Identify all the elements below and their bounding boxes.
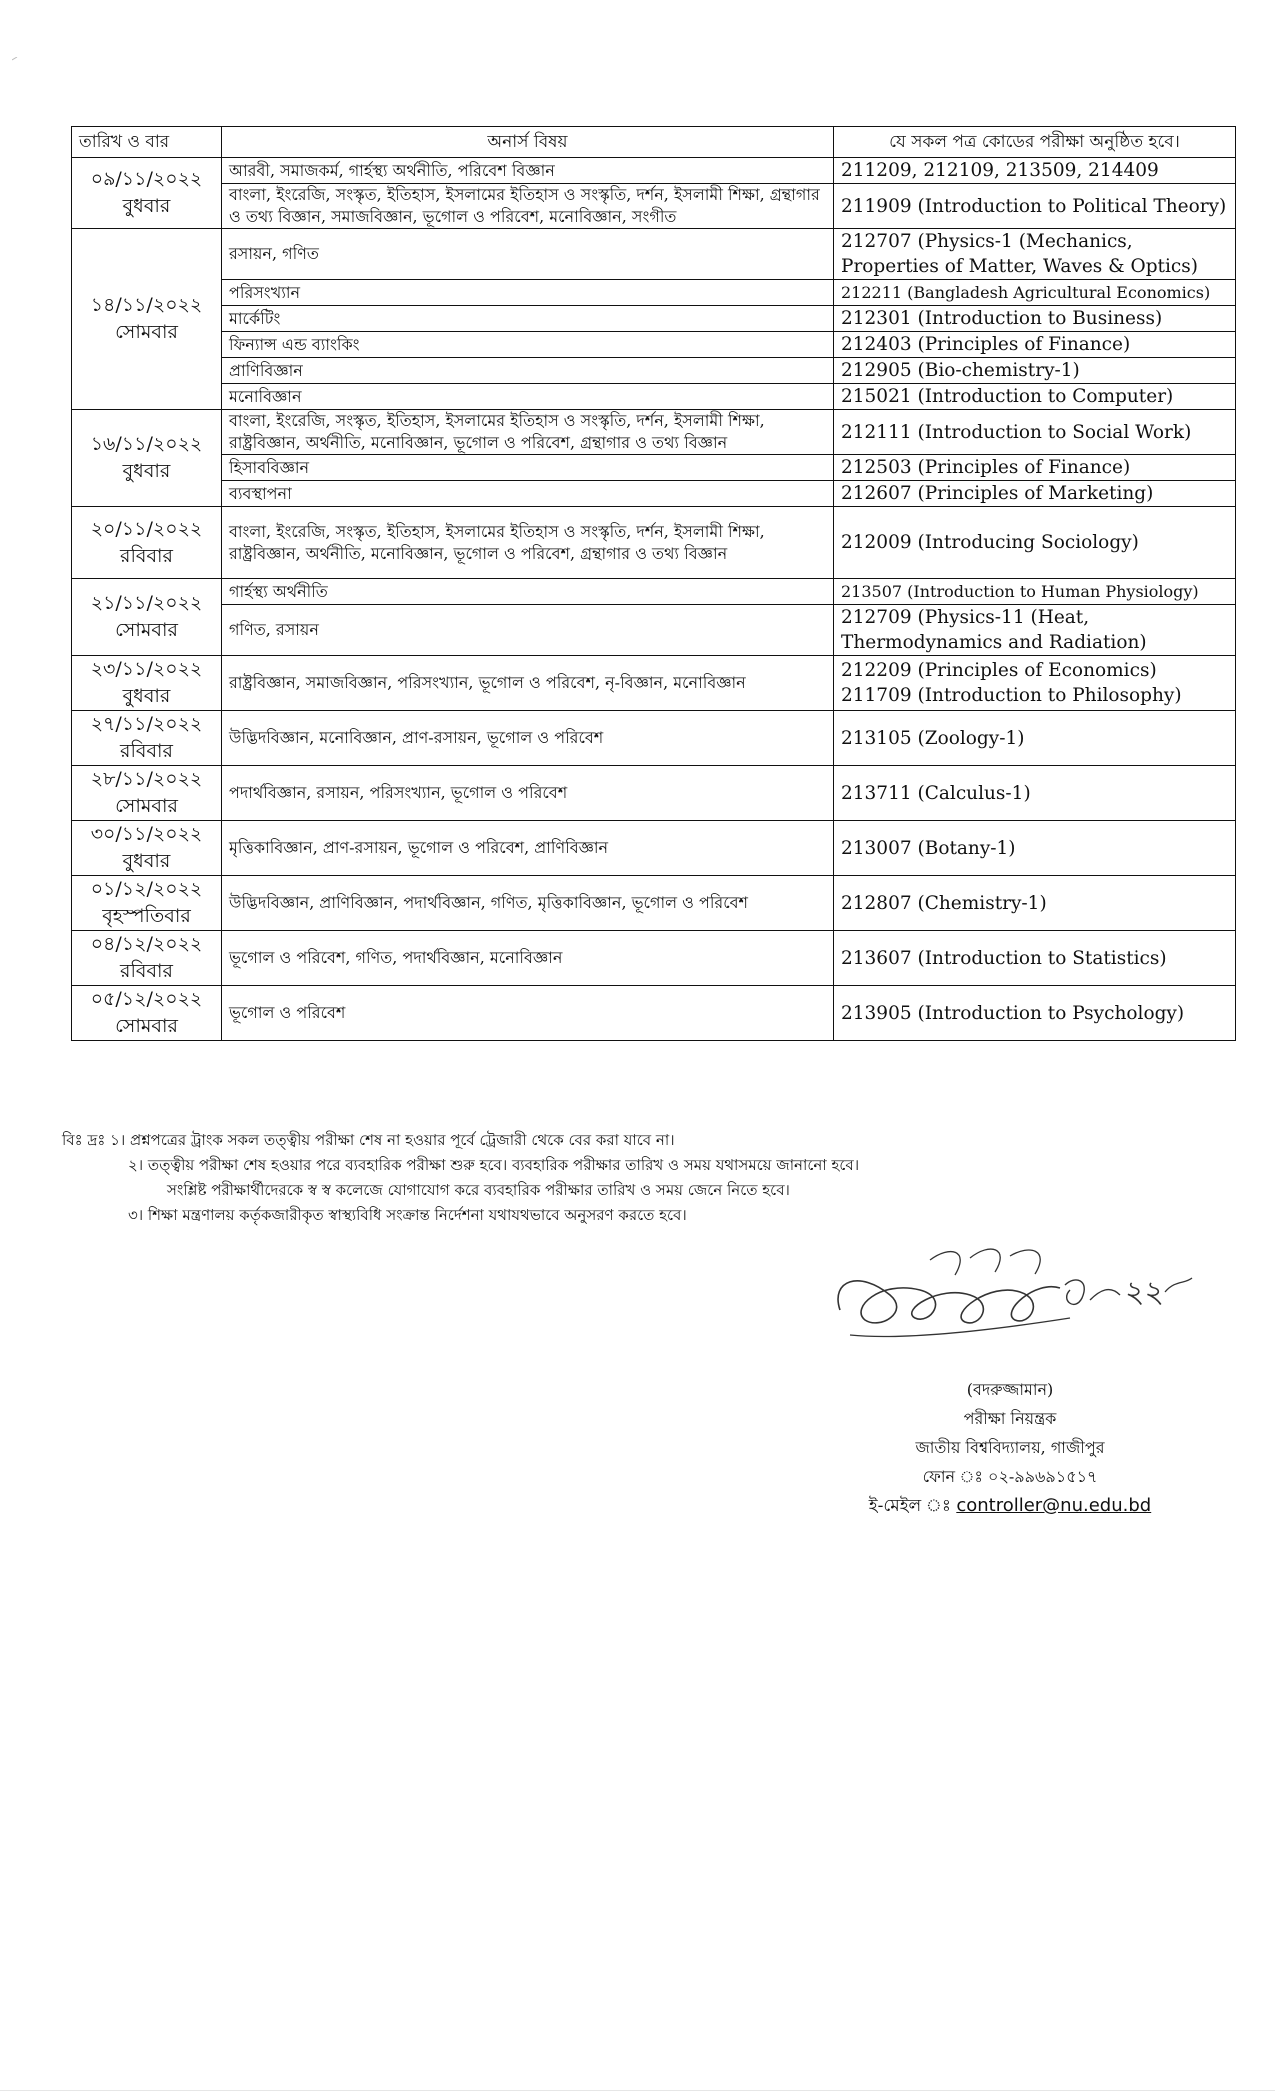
subjects-cell: মার্কেটিং <box>222 306 834 332</box>
exam-date: ০১/১২/২০২২ <box>90 878 203 900</box>
table-row <box>72 410 1236 455</box>
table-row <box>72 821 1236 876</box>
subjects-cell: উদ্ভিদবিজ্ঞান, মনোবিজ্ঞান, প্রাণ-রসায়ন, ভূগোল ও পরিবেশ <box>222 711 834 766</box>
note-3: ৩। শিক্ষা মন্ত্রণালয় কর্তৃকজারীকৃত স্বাস্থ্যবিধি সংক্রান্ত নির্দেশনা যথাযথভাবে অনুসরণ করতে হবে। <box>128 1206 687 1224</box>
exam-day: বুধবার <box>122 685 171 707</box>
exam-date-cell <box>72 229 222 410</box>
paper-code-cell <box>834 507 1236 579</box>
subjects-cell: প্রাণিবিজ্ঞান <box>222 358 834 384</box>
paper-code-cell <box>834 306 1236 332</box>
note-2: ২। তত্ত্বীয় পরীক্ষা শেষ হওয়ার পরে ব্যবহারিক পরীক্ষা শুরু হবে। ব্যবহারিক পরীক্ষার তারিখ ও সময় যথাসময়ে জানানো হবে। <box>128 1156 860 1174</box>
paper-code-cell <box>834 384 1236 410</box>
paper-code-cell <box>834 986 1236 1041</box>
subjects-cell: রাষ্ট্রবিজ্ঞান, সমাজবিজ্ঞান, পরিসংখ্যান, ভূগোল ও পরিবেশ, নৃ-বিজ্ঞান, মনোবিজ্ঞান <box>222 656 834 711</box>
exam-day: রবিবার <box>120 544 173 567</box>
paper-code: 212211 (Bangladesh Agricultural Economics) <box>841 283 1211 302</box>
subjects-cell: ভূগোল ও পরিবেশ <box>222 986 834 1041</box>
subjects-cell: গণিত, রসায়ন <box>222 605 834 656</box>
subjects-cell: মনোবিজ্ঞান <box>222 384 834 410</box>
exam-day: বুধবার <box>122 850 171 872</box>
exam-date: ২৩/১১/২০২২ <box>90 658 203 680</box>
signatory-organization: জাতীয় বিশ্ববিদ্যালয়, গাজীপুর <box>915 1438 1105 1457</box>
signature-date-mark: ২২ <box>1125 1275 1165 1310</box>
signatory-name: (বদরুজ্জামান) <box>966 1380 1054 1399</box>
exam-date-cell <box>72 410 222 507</box>
exam-day: বৃহস্পতিবার <box>102 905 191 927</box>
subjects-cell: মৃত্তিকাবিজ্ঞান, প্রাণ-রসায়ন, ভূগোল ও পরিবেশ, প্রাণিবিজ্ঞান <box>222 821 834 876</box>
exam-date: ০৫/১২/২০২২ <box>90 988 203 1010</box>
schedule-body <box>72 158 1236 1041</box>
note-1: বিঃ দ্রঃ ১। প্রশ্নপত্রের ট্রাংক সকল তত্ত্বীয় পরীক্ষা শেষ না হওয়ার পূর্বে ট্রেজারী থেকে বের করা যাবে না। <box>62 1131 675 1149</box>
paper-code: 212807 (Chemistry-1) <box>841 892 1047 914</box>
exam-date-cell <box>72 656 222 711</box>
exam-date-cell <box>72 876 222 931</box>
paper-code-cell <box>834 711 1236 766</box>
paper-code-cell <box>834 229 1236 280</box>
subjects-cell: রসায়ন, গণিত <box>222 229 834 280</box>
exam-day: সোমবার <box>115 321 178 343</box>
header-date: তারিখ ও বার <box>72 127 222 158</box>
table-row <box>72 184 1236 229</box>
signature-scribble <box>820 1240 1220 1370</box>
paper-code: 213905 (Introduction to Psychology) <box>841 1002 1185 1024</box>
paper-code: 213007 (Botany-1) <box>841 837 1016 859</box>
subjects-cell: আরবী, সমাজকর্ম, গার্হস্থ্য অর্থনীতি, পরিবেশ বিজ্ঞান <box>222 158 834 184</box>
signatory-phone: ফোন ঃ ০২-৯৯৬৯১৫১৭ <box>922 1467 1098 1486</box>
paper-code-cell <box>834 481 1236 507</box>
paper-code: 213105 (Zoology-1) <box>841 727 1025 749</box>
table-row <box>72 384 1236 410</box>
exam-date: ৩০/১১/২০২২ <box>90 823 203 845</box>
paper-code: 212607 (Principles of Marketing) <box>841 483 1154 504</box>
exam-date-cell <box>72 711 222 766</box>
paper-code: 212403 (Principles of Finance) <box>841 334 1131 355</box>
exam-date: ০৯/১১/২০২২ <box>90 168 203 190</box>
paper-code-cell <box>834 931 1236 986</box>
table-row <box>72 656 1236 711</box>
paper-code: 212009 (Introducing Sociology) <box>841 532 1139 553</box>
signatory-designation: পরীক্ষা নিয়ন্ত্রক <box>963 1409 1057 1428</box>
exam-date: ১৪/১১/২০২২ <box>90 294 203 316</box>
paper-code: 213507 (Introduction to Human Physiology) <box>841 582 1199 601</box>
exam-day: বুধবার <box>122 460 171 482</box>
exam-day: সোমবার <box>115 795 178 817</box>
paper-code: 211909 (Introduction to Political Theory) <box>841 195 1227 217</box>
table-row <box>72 605 1236 656</box>
subjects-cell: বাংলা, ইংরেজি, সংস্কৃত, ইতিহাস, ইসলামের ইতিহাস ও সংস্কৃতি, দর্শন, ইসলামী শিক্ষা, গ্রন্থাগার ও তথ্য বিজ্ঞান, সমাজবিজ্ঞান, ভূগোল ও পরিবেশ, মনোবিজ্ঞান, সংগীত <box>222 184 834 229</box>
email-label: ই-মেইল ঃ <box>868 1496 951 1516</box>
exam-day: সোমবার <box>115 619 178 641</box>
paper-code-cell <box>834 280 1236 306</box>
exam-date: ২১/১১/২০২২ <box>90 592 203 614</box>
note-2-continued: সংশ্লিষ্ট পরীক্ষার্থীদেরকে স্ব স্ব কলেজে যোগাযোগ করে ব্যবহারিক পরীক্ষার তারিখ ও সময় জেনে নিতে হবে। <box>167 1181 790 1199</box>
paper-code: 211209, 212109, 213509, 214409 <box>841 160 1159 181</box>
paper-code: 212709 (Physics-11 (Heat, Thermodynamics and Radiation) <box>841 607 1147 653</box>
paper-code-cell <box>834 455 1236 481</box>
signatory-block <box>780 1375 1240 1521</box>
subjects-cell: পদার্থবিজ্ঞান, রসায়ন, পরিসংখ্যান, ভূগোল ও পরিবেশ <box>222 766 834 821</box>
paper-code-cell <box>834 656 1236 711</box>
header-codes: যে সকল পত্র কোডের পরীক্ষা অনুষ্ঠিত হবে। <box>834 127 1236 158</box>
exam-date-cell <box>72 931 222 986</box>
table-row <box>72 481 1236 507</box>
table-row <box>72 358 1236 384</box>
handwritten-signature <box>820 1240 1220 1370</box>
scan-speck <box>12 46 18 50</box>
subjects-cell: ব্যবস্থাপনা <box>222 481 834 507</box>
table-row <box>72 332 1236 358</box>
paper-code: 212301 (Introduction to Business) <box>841 308 1163 329</box>
exam-date-cell <box>72 821 222 876</box>
paper-code-secondary: 211709 (Introduction to Philosophy) <box>841 685 1182 706</box>
exam-date: ০৪/১২/২০২২ <box>90 933 203 955</box>
subjects-cell: ফিন্যান্স এন্ড ব্যাংকিং <box>222 332 834 358</box>
paper-code-cell <box>834 821 1236 876</box>
table-row <box>72 158 1236 184</box>
subjects-cell: উদ্ভিদবিজ্ঞান, প্রাণিবিজ্ঞান, পদার্থবিজ্ঞান, গণিত, মৃত্তিকাবিজ্ঞান, ভূগোল ও পরিবেশ <box>222 876 834 931</box>
exam-date: ২৮/১১/২০২২ <box>90 768 203 790</box>
exam-date: ১৬/১১/২০২২ <box>90 433 203 455</box>
paper-code-cell <box>834 184 1236 229</box>
exam-date-cell <box>72 158 222 229</box>
paper-code-cell <box>834 410 1236 455</box>
paper-code: 212111 (Introduction to Social Work) <box>841 421 1192 443</box>
paper-code: 212707 (Physics-1 (Mechanics, Properties of Matter, Waves & Optics) <box>841 231 1198 277</box>
table-row <box>72 306 1236 332</box>
paper-code-cell <box>834 766 1236 821</box>
paper-code-cell <box>834 332 1236 358</box>
table-row <box>72 986 1236 1041</box>
notes-section <box>62 1128 1242 1228</box>
paper-code: 215021 (Introduction to Computer) <box>841 386 1174 407</box>
subjects-cell: ভূগোল ও পরিবেশ, গণিত, পদার্থবিজ্ঞান, মনোবিজ্ঞান <box>222 931 834 986</box>
exam-date-cell <box>72 986 222 1041</box>
exam-date-cell <box>72 766 222 821</box>
paper-code: 213607 (Introduction to Statistics) <box>841 947 1167 969</box>
header-subjects: অনার্স বিষয় <box>222 127 834 158</box>
table-row <box>72 876 1236 931</box>
paper-code-cell <box>834 358 1236 384</box>
table-row <box>72 455 1236 481</box>
table-row <box>72 766 1236 821</box>
subjects-cell: হিসাববিজ্ঞান <box>222 455 834 481</box>
table-row <box>72 711 1236 766</box>
table-row <box>72 507 1236 579</box>
exam-date: ২৭/১১/২০২২ <box>90 713 203 735</box>
paper-code-cell <box>834 605 1236 656</box>
paper-code: 212209 (Principles of Economics) <box>841 660 1157 681</box>
subjects-cell: গার্হস্থ্য অর্থনীতি <box>222 579 834 605</box>
paper-code-cell <box>834 579 1236 605</box>
table-row <box>72 280 1236 306</box>
exam-date: ২০/১১/২০২২ <box>90 517 203 540</box>
exam-day: বুধবার <box>122 195 171 217</box>
table-row <box>72 579 1236 605</box>
exam-day: সোমবার <box>115 1015 178 1037</box>
signatory-email-line <box>780 1491 1240 1521</box>
exam-date-cell <box>72 507 222 579</box>
page-edge <box>0 2090 1275 2091</box>
table-row <box>72 931 1236 986</box>
subjects-cell: বাংলা, ইংরেজি, সংস্কৃত, ইতিহাস, ইসলামের ইতিহাস ও সংস্কৃতি, দর্শন, ইসলামী শিক্ষা, রাষ্ট্রবিজ্ঞান, অর্থনীতি, মনোবিজ্ঞান, ভূগোল ও পরিবেশ, গ্রন্থাগার ও তথ্য বিজ্ঞান <box>222 507 834 579</box>
paper-code: 212905 (Bio-chemistry-1) <box>841 360 1080 381</box>
subjects-cell: পরিসংখ্যান <box>222 280 834 306</box>
exam-date-cell <box>72 579 222 656</box>
exam-day: রবিবার <box>120 740 173 762</box>
exam-day: রবিবার <box>120 960 173 982</box>
email-link[interactable]: controller@nu.edu.bd <box>956 1495 1152 1516</box>
paper-code-cell <box>834 158 1236 184</box>
subjects-cell: বাংলা, ইংরেজি, সংস্কৃত, ইতিহাস, ইসলামের ইতিহাস ও সংস্কৃতি, দর্শন, ইসলামী শিক্ষা, রাষ্ট্রবিজ্ঞান, অর্থনীতি, মনোবিজ্ঞান, ভূগোল ও পরিবেশ, গ্রন্থাগার ও তথ্য বিজ্ঞান <box>222 410 834 455</box>
paper-code-cell <box>834 876 1236 931</box>
exam-schedule-table <box>71 126 1236 1041</box>
table-header-row <box>72 127 1236 158</box>
table-row <box>72 229 1236 280</box>
paper-code: 213711 (Calculus-1) <box>841 782 1031 804</box>
paper-code: 212503 (Principles of Finance) <box>841 457 1131 478</box>
